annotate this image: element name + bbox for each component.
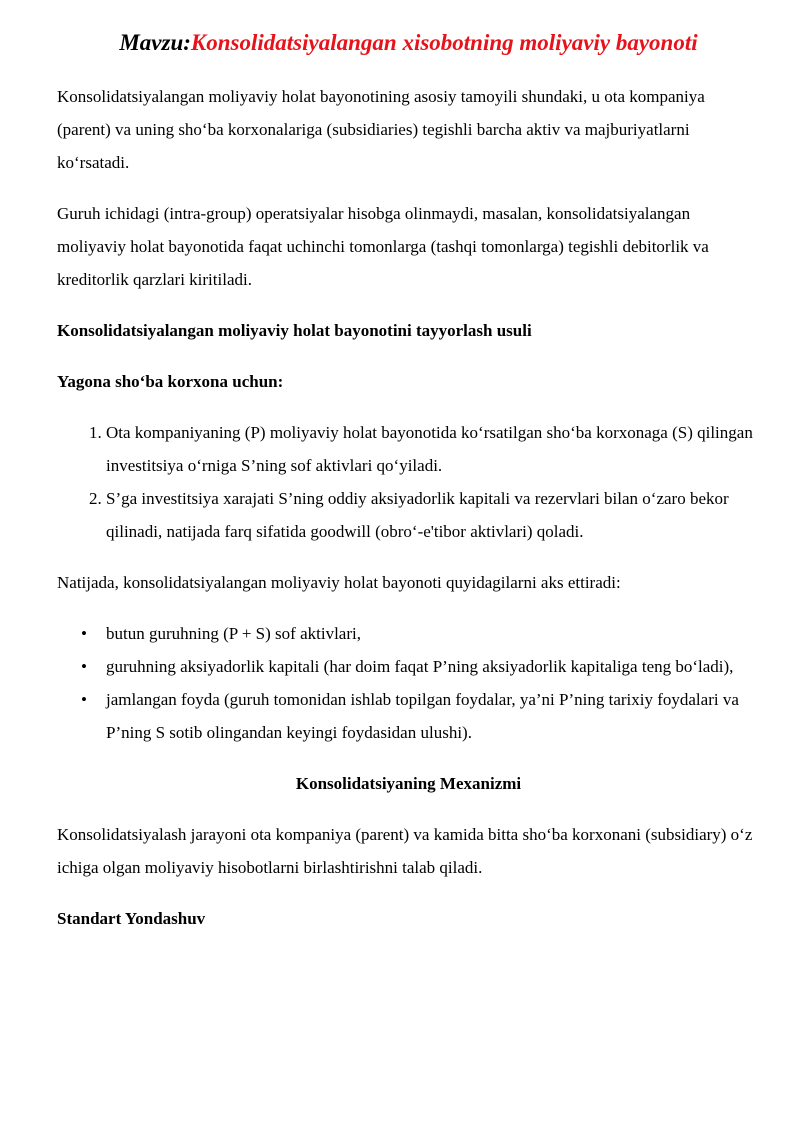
paragraph-result-intro: Natijada, konsolidatsiyalangan moliyaviy holat bayonoti quyidagilarni aks ettiradi:	[57, 573, 621, 592]
list-item: 2. S’ga investitsiya xarajati S’ning oddiy aksiyadorlik kapitali va rezervlari bilan o‘zaro bekor qilinadi, natijada farq sifatida goodwill (obro‘-e'tibor aktivlari) qoladi.	[106, 482, 760, 548]
bullet-list	[57, 617, 760, 749]
section-heading-mechanism: Konsolidatsiyaning Mexanizmi	[295, 774, 522, 793]
list-item: • guruhning aksiyadorlik kapitali (har doim faqat P’ning aksiyadorlik kapitaliga teng bo‘ladi),	[106, 650, 760, 683]
title-prefix: Mavzu:	[119, 30, 191, 55]
list-item: • jamlangan foyda (guruh tomonidan ishlab topilgan foydalar, ya’ni P’ning tarixiy foydalari va P’ning S sotib olingandan keyingi foydasidan ulushi).	[106, 683, 760, 749]
paragraph-intra-group: Guruh ichidagi (intra-group) operatsiyalar hisobga olinmaydi, masalan, konsolidatsiyalangan moliyaviy holat bayonotida faqat uchinchi tomonlarga (tashqi tomonlarga) tegishli debitorlik va kreditorlik qarzlari kiritiladi.	[57, 204, 709, 289]
subsection-heading-single-subsidiary: Yagona sho‘ba korxona uchun:	[57, 372, 284, 391]
list-item: • butun guruhning (P + S) sof aktivlari,	[106, 617, 760, 650]
document-title	[57, 28, 760, 58]
list-item: 1. Ota kompaniyaning (P) moliyaviy holat bayonotida ko‘rsatilgan sho‘ba korxonaga (S) qilingan investitsiya o‘rniga S’ning sof aktivlari qo‘yiladi.	[106, 416, 760, 482]
steps-list	[57, 416, 760, 548]
section-heading-preparation-method: Konsolidatsiyalangan moliyaviy holat bayonotini tayyorlash usuli	[57, 321, 532, 340]
paragraph-consolidation-principle: Konsolidatsiyalangan moliyaviy holat bayonotining asosiy tamoyili shundaki, u ota kompaniya (parent) va uning sho‘ba korxonalariga (subsidiaries) tegishli barcha aktiv va majburiyatlarni ko‘rsatadi.	[57, 87, 705, 172]
paragraph-consolidation-process: Konsolidatsiyalash jarayoni ota kompaniya (parent) va kamida bitta sho‘ba korxonani (subsidiary) o‘z ichiga olgan moliyaviy hisobotlarni birlashtirishni talab qiladi.	[57, 825, 753, 877]
section-heading-standard-approach: Standart Yondashuv	[57, 909, 206, 928]
title-topic: Konsolidatsiyalangan xisobotning moliyaviy bayonoti	[190, 30, 698, 55]
